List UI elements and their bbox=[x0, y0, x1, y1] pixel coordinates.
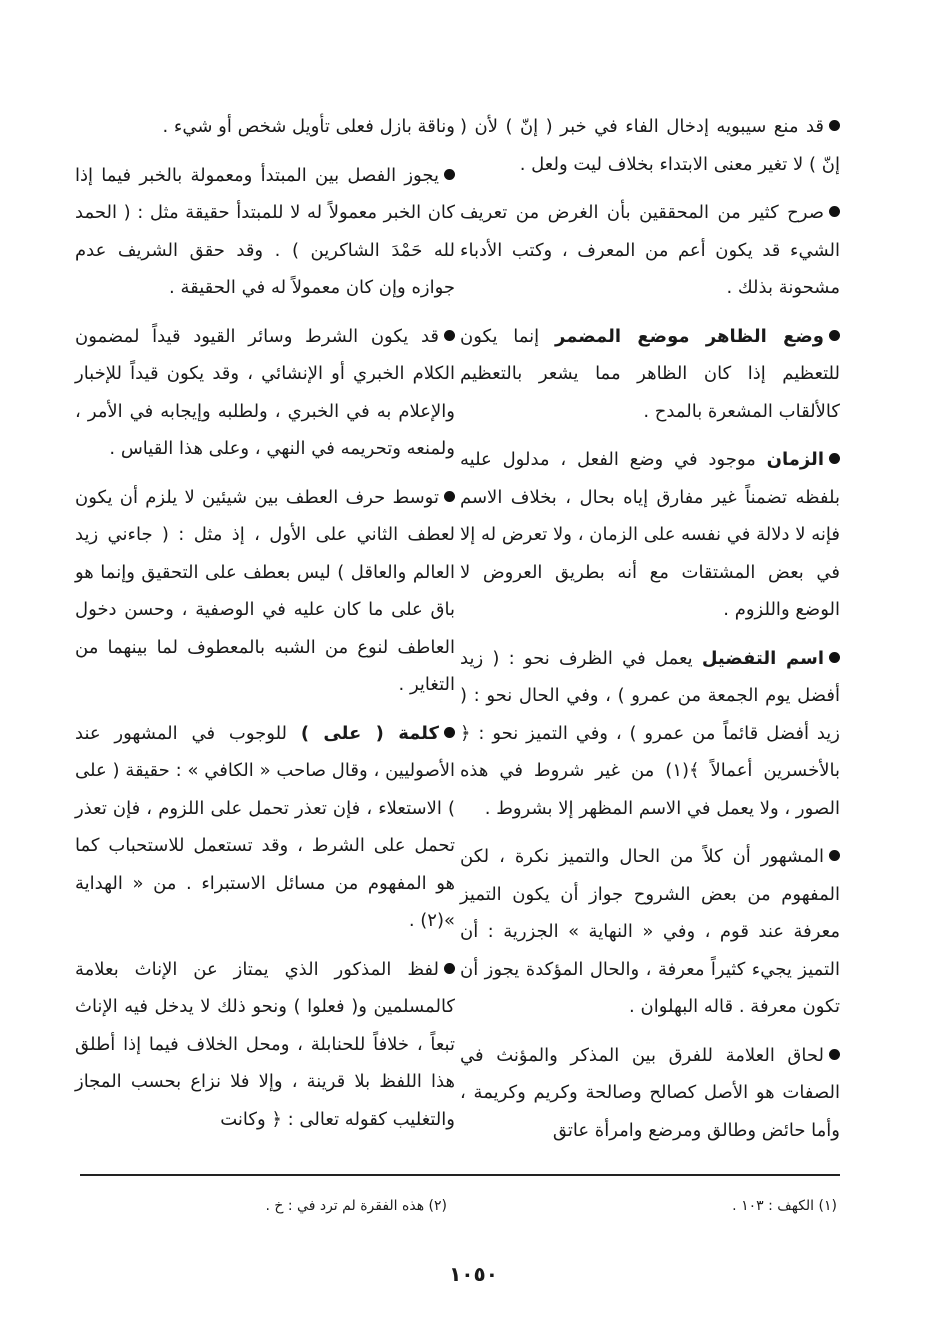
paragraph-text: صرح كثير من المحققين بأن الغرض من تعريف الشيء قد يكون أعم من المعرف ، وكتب الأدباء مشحونة بذلك . bbox=[460, 202, 840, 298]
paragraph-text: قد يكون الشرط وسائر القيود قيداً لمضمون الكلام الخبري أو الإنشائي ، وقد يكون قيداً للإخبار والإعلام به في الخبري ، ولطلبه وإيجابه في الأمر ، ولمنعه وتحريمه في النهي ، وعلى هذا القياس . bbox=[75, 325, 455, 459]
paragraph bbox=[75, 318, 455, 468]
paragraph-text: لحاق العلامة للفرق بين المذكر والمؤنث في الصفات هو الأصل كصالح وصالحة وكريم وكريمة ، وأما حائض وطالق ومرضع وامرأة عاتق bbox=[460, 1044, 840, 1141]
bullet-icon bbox=[444, 491, 455, 502]
bullet-icon bbox=[444, 727, 455, 738]
paragraph-lead: وضع الظاهر موضع المضمر bbox=[555, 325, 824, 347]
paragraph-text: توسط حرف العطف بين شيئين لا يلزم أن يكون لعطف الثاني على الأول ، إذ مثل : ( جاءني زيد العالم والعاقل ) ليس بعطف على التحقيق وإنما هو باق على ما كان عليه في الوصفية ، وحسن دخول العاطف لنوع من الشبه بالمعطوف لما بينهما من التغاير . bbox=[75, 486, 455, 695]
paragraph-text: المشهور أن كلاً من الحال والتميز نكرة ، لكن المفهوم من بعض الشروح جواز أن يكون التميز معرفة عند قوم ، وفي « النهاية » الجزرية : أن التميز يجيء كثيراً معرفة ، والحال المؤكدة يجوز أن تكون معرفة . قاله البهلوان . bbox=[460, 846, 840, 1017]
page-number: ١٠٥٠ bbox=[449, 1262, 498, 1286]
bullet-icon bbox=[444, 330, 455, 341]
bullet-icon bbox=[829, 120, 840, 131]
bullet-icon bbox=[829, 206, 840, 217]
bullet-icon bbox=[829, 1049, 840, 1060]
paragraph-lead: الزمان bbox=[766, 449, 824, 470]
paragraph-text: للوجوب في المشهور عند الأصوليين ، وقال صاحب « الكافي » : حقيقة ( على ) الاستعلاء ، فإن تعذر تحمل على اللزوم ، فإن تعذر تحمل على الشرط ، وقد تستعمل للاستحباب كما هو المفهوم من مسائل الاستبراء . من « الهداية »(٢) . bbox=[75, 722, 455, 931]
paragraph-text: قد منع سيبويه إدخال الفاء في خبر ( إنّ ) لأن ( إنّ ) لا تغير معنى الابتداء بخلاف ليت ولعل . bbox=[460, 116, 840, 175]
paragraph bbox=[75, 715, 455, 940]
paragraph bbox=[460, 1037, 840, 1150]
paragraph-text: يجوز الفصل بين المبتدأ ومعمولة بالخبر فيما إذا كان الخبر معمولاً له لا للمبتدأ حقيقة مثل : ( الحمد لله حَمْدَ الشاكرين ) . وقد حقق الشريف عدم جوازه وإن كان معمولاً له في الحقيقة . bbox=[75, 164, 455, 298]
paragraph-text: إنما يكون للتعظيم إذا كان الظاهر مما يشعر بالتعظيم كالألقاب المشعرة بالمدح . bbox=[460, 325, 840, 422]
bullet-icon bbox=[829, 453, 840, 464]
paragraph bbox=[460, 108, 840, 183]
paragraph-lead: كلمة ( على ) bbox=[300, 722, 440, 744]
paragraph bbox=[460, 194, 840, 307]
paragraph bbox=[75, 479, 455, 704]
left-column bbox=[75, 108, 455, 1149]
paragraph-text: يعمل في الظرف نحو : ( زيد أفضل يوم الجمعة من عمرو ) ، وفي الحال نحو : ( زيد أفضل قائماً من عمرو ) ، وفي التميز نحو : ﴿ بالأخسرين أعمالاً ﴾(١) من غير شروط في هذه الصور ، ولا يعمل في الاسم المظهر إلا بشروط . bbox=[460, 647, 840, 819]
bullet-icon bbox=[829, 330, 840, 341]
paragraph bbox=[75, 157, 455, 307]
paragraph bbox=[460, 318, 840, 431]
paragraph bbox=[75, 108, 455, 146]
footnote-1: (١) الكهف : ١٠٣ . bbox=[732, 1198, 837, 1214]
paragraph-text: موجود في وضع الفعل ، مدلول عليه بلفظه تضمناً غير مفارق إياه بحال ، بخلاف الاسم فإنه لا دلالة في نفسه على الزمان ، ولا تعرض له إلا في بعض المشتقات مع أنه بطريق العروض لا الوضع واللزوم . bbox=[460, 449, 840, 620]
paragraph bbox=[75, 951, 455, 1139]
bullet-icon bbox=[444, 963, 455, 974]
bullet-icon bbox=[829, 652, 840, 663]
footnote-divider bbox=[80, 1174, 840, 1176]
right-column bbox=[460, 108, 840, 1160]
paragraph bbox=[460, 640, 840, 828]
paragraph-lead: اسم التفضيل bbox=[701, 647, 824, 669]
footnote-2: (٢) هذه الفقرة لم ترد في : خ . bbox=[265, 1198, 447, 1214]
bullet-icon bbox=[444, 169, 455, 180]
paragraph bbox=[460, 441, 840, 629]
paragraph-text: لفظ المذكور الذي يمتاز عن الإناث بعلامة كالمسلمين و( فعلوا ) ونحو ذلك لا يدخل فيه الإناث تبعاً ، خلافاً للحنابلة ، ومحل الخلاف فيما إذا أطلق هذا اللفظ بلا قرينة ، وإلا فلا نزاع بحسب المجاز والتغليب كقوله تعالى : ﴿ وكانت bbox=[75, 958, 455, 1130]
paragraph-text: وناقة بازل فعلى تأويل شخص أو شيء . bbox=[162, 116, 455, 137]
paragraph bbox=[460, 838, 840, 1026]
bullet-icon bbox=[829, 850, 840, 861]
